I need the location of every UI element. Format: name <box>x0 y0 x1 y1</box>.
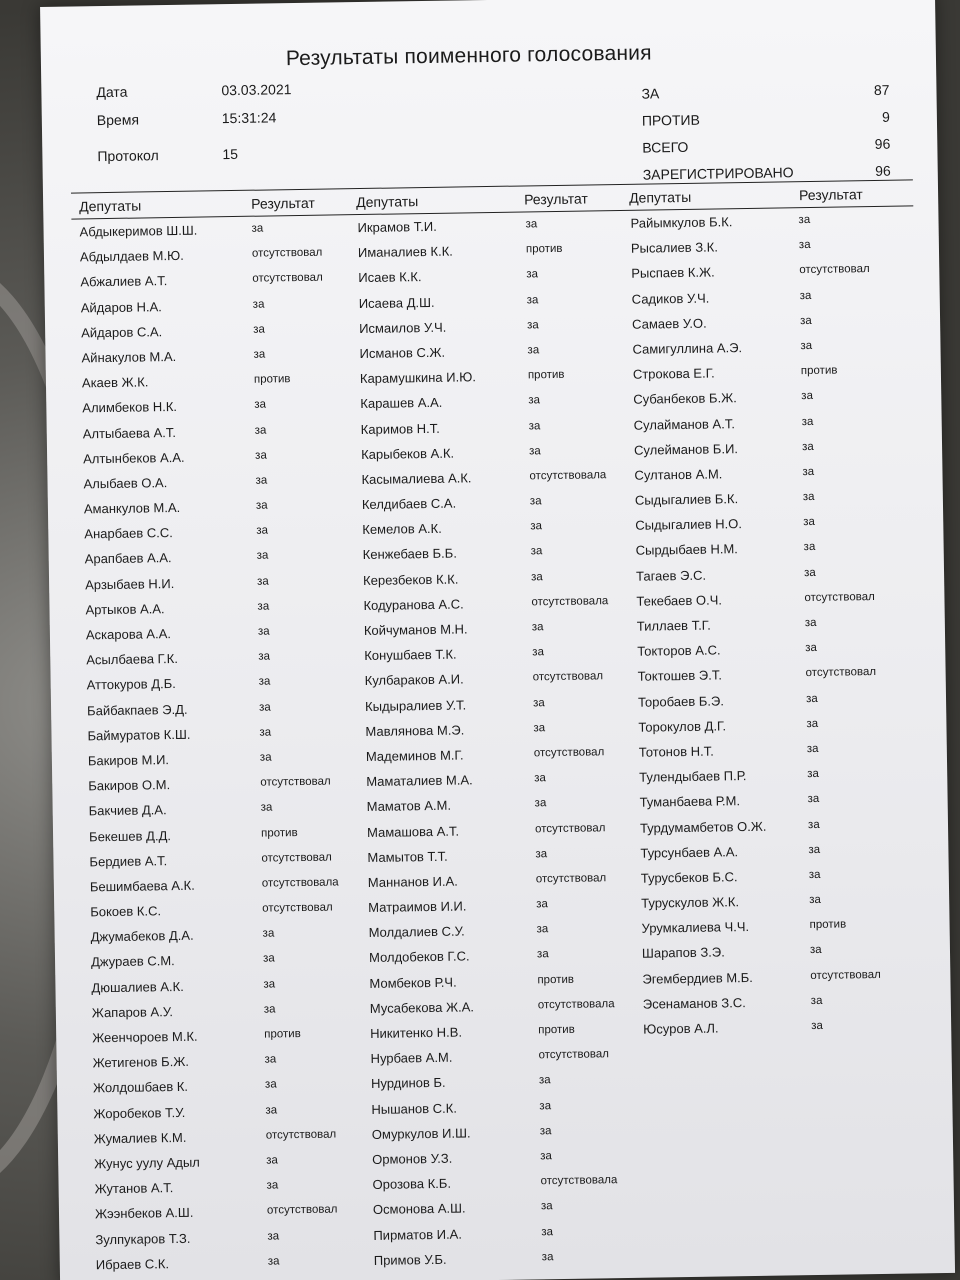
deputy-name: Шарапов З.Э. <box>641 944 725 962</box>
vote-result: отсутствовал <box>534 821 606 835</box>
document-title: Результаты поименного голосования <box>285 41 652 71</box>
deputy-name: Исмаилов У.Ч. <box>359 319 447 336</box>
vote-result: за <box>257 575 269 588</box>
vote-result: за <box>539 1124 552 1138</box>
col3-deputies-header: Депутаты <box>628 188 692 206</box>
vote-result: за <box>253 348 266 361</box>
total-all-row <box>642 135 891 156</box>
col1-deputies-header: Депутаты <box>79 197 142 215</box>
vote-result: за <box>805 692 818 705</box>
deputy-name: Мамашова А.Т. <box>366 823 460 840</box>
deputy-name: Строкова Е.Г. <box>632 365 715 382</box>
vote-result: отсутствовал <box>265 1128 337 1142</box>
vote-result: за <box>808 868 821 881</box>
vote-result: отсутствовал <box>810 968 881 982</box>
deputy-name: Нурдинов Б. <box>370 1075 446 1092</box>
deputy-name: Айдаров С.А. <box>81 323 163 341</box>
deputy-name: Керезбеков К.К. <box>362 571 459 588</box>
deputy-name: Акаев Ж.К. <box>81 374 149 391</box>
deputy-name: Аскарова А.А. <box>85 626 172 643</box>
deputy-name: Кулбараков А.И. <box>364 671 464 689</box>
vote-result: за <box>540 1200 553 1213</box>
column-3 <box>630 213 881 1047</box>
deputy-name: Тотонов Н.Т. <box>638 743 714 760</box>
deputy-name: Джумабеков Д.А. <box>90 927 194 945</box>
deputy-name: Жолдошбаев К. <box>92 1079 189 1096</box>
vote-result: отсутствовал <box>262 901 333 915</box>
vote-result: за <box>798 213 811 227</box>
vote-result: отсутствовал <box>535 872 607 886</box>
vote-result: за <box>263 978 276 991</box>
vote-result: за <box>267 1229 280 1243</box>
header-top-rule <box>71 179 913 193</box>
deputy-name: Мусабекова Ж.А. <box>369 999 475 1016</box>
deputy-name: Дюшалиев А.К. <box>91 978 184 995</box>
vote-result: за <box>530 570 543 584</box>
vote-result: за <box>252 298 265 311</box>
deputy-name: Жумалиев К.М. <box>93 1129 187 1147</box>
vote-result: за <box>531 621 544 634</box>
deputy-name: Султанов А.М. <box>634 466 723 483</box>
deputy-name: Жеенчороев М.К. <box>92 1028 198 1046</box>
vote-result: отсутствовал <box>538 1048 610 1062</box>
vote-result: за <box>254 424 267 437</box>
deputy-name: Артыков А.А. <box>85 600 165 618</box>
total-against-row <box>641 108 891 129</box>
deputy-name: Жетигенов Б.Ж. <box>92 1054 189 1071</box>
total-against-value: 9 <box>881 108 891 125</box>
deputy-name: Турсунбаев А.А. <box>640 843 739 861</box>
deputy-name: Ибраев С.К. <box>95 1255 170 1272</box>
deputy-name: Сыдыгалиев Н.О. <box>635 516 743 533</box>
vote-result: против <box>538 1023 575 1037</box>
deputy-name: Арзыбаев Н.И. <box>85 575 175 593</box>
deputy-name: Алимбеков Н.К. <box>82 399 178 416</box>
vote-result: отсутствовала <box>540 1174 618 1188</box>
deputy-name: Бердиев А.Т. <box>89 852 168 870</box>
deputy-name: Молдобеков Г.С. <box>368 948 470 966</box>
vote-result: за <box>255 499 268 512</box>
vote-result: за <box>799 314 812 327</box>
vote-result: против <box>264 1028 301 1041</box>
vote-result: за <box>806 717 819 730</box>
vote-result: за <box>264 1053 277 1066</box>
deputy-name: Маматов А.М. <box>366 797 452 815</box>
deputy-name: Зулпукаров Т.З. <box>95 1230 191 1247</box>
vote-result: за <box>801 390 814 403</box>
deputy-name: Тулендыбаев П.Р. <box>639 768 747 785</box>
deputy-name: Текебаев О.Ч. <box>636 592 723 609</box>
deputy-name: Жоробеков Т.У. <box>93 1104 186 1121</box>
deputy-name: Конушбаев Т.К. <box>364 646 457 664</box>
deputy-name: Эсенаманов З.С. <box>642 994 746 1012</box>
deputy-name: Алтыбаева А.Т. <box>82 424 177 441</box>
vote-result: за <box>807 793 820 806</box>
deputy-name: Торобаев Б.Э. <box>637 692 724 710</box>
vote-result: за <box>803 541 816 554</box>
deputy-name: Кенжебаев Б.Б. <box>362 545 457 563</box>
vote-result: за <box>266 1179 279 1192</box>
vote-result: за <box>255 474 268 487</box>
total-registered-label: ЗАРЕГИСТРИРОВАНО <box>642 164 794 183</box>
deputy-name: Токторов А.С. <box>637 642 721 659</box>
vote-result: за <box>251 222 264 235</box>
vote-result: отсутствовал <box>251 246 323 260</box>
vote-result: за <box>525 218 538 231</box>
deputy-name: Рыспаев К.Ж. <box>631 264 715 282</box>
deputy-name: Самигуллина А.Э. <box>632 339 743 357</box>
vote-result: за <box>528 394 541 407</box>
vote-result: за <box>808 843 821 856</box>
vote-result: за <box>264 1078 277 1092</box>
vote-result: за <box>810 994 823 1007</box>
vote-result: за <box>803 516 816 529</box>
vote-result: за <box>262 952 275 966</box>
vote-result: против <box>253 373 291 386</box>
vote-result: за <box>805 642 817 655</box>
vote-result: за <box>265 1104 278 1117</box>
vote-result: за <box>259 726 272 739</box>
vote-result: за <box>809 893 821 907</box>
vote-result: за <box>257 625 270 638</box>
vote-result: отсутствовала <box>531 594 609 609</box>
deputy-name: Сулайманов А.Т. <box>633 415 735 433</box>
deputy-name: Бокоев К.С. <box>90 903 162 920</box>
vote-result: против <box>527 368 565 382</box>
col2-result-header: Результат <box>524 190 588 208</box>
deputy-name: Иманалиев К.К. <box>357 243 453 261</box>
date-value: 03.03.2021 <box>221 81 292 99</box>
deputy-name: Турускулов Ж.К. <box>641 894 740 911</box>
deputy-name: Маннанов И.А. <box>367 873 458 890</box>
vote-result: за <box>254 398 267 412</box>
deputy-name: Алыбаев О.А. <box>83 474 168 492</box>
total-registered-row <box>642 162 891 183</box>
vote-result: за <box>260 801 273 814</box>
vote-result: за <box>539 1099 552 1112</box>
deputy-name: Кыдыралиев У.Т. <box>364 696 467 714</box>
col3-result-header: Результат <box>798 186 863 204</box>
deputy-name: Жутанов А.Т. <box>94 1180 174 1197</box>
protocol-label: Протокол <box>97 147 159 165</box>
vote-result: за <box>807 768 819 781</box>
deputy-name: Абдыкеримов Ш.Ш. <box>79 222 198 240</box>
deputy-name: Бакиров М.И. <box>87 752 170 769</box>
deputy-name: Орозова К.Б. <box>372 1175 452 1193</box>
vote-result: за <box>541 1250 554 1263</box>
vote-result: за <box>806 742 819 756</box>
deputy-name: Исаев К.К. <box>358 269 422 286</box>
vote-result: за <box>263 1003 276 1016</box>
deputy-name: Асылбаева Г.К. <box>86 651 178 668</box>
vote-result: отсутствовала <box>261 876 339 890</box>
deputy-name: Сыдыгалиев Б.К. <box>634 491 739 508</box>
deputy-name: Никитенко Н.В. <box>370 1024 463 1041</box>
vote-result: за <box>530 545 543 558</box>
vote-result: за <box>536 948 549 961</box>
vote-result: за <box>532 696 545 709</box>
vote-result: за <box>807 818 820 831</box>
paper-sheet <box>40 0 955 1280</box>
deputy-name: Бакчиев Д.А. <box>88 802 167 819</box>
deputy-name: Садиков У.Ч. <box>631 290 710 307</box>
vote-result: против <box>525 243 563 256</box>
deputy-name: Карамушкина И.Ю. <box>359 369 476 387</box>
deputy-name: Торокулов Д.Г. <box>638 718 727 735</box>
vote-result: за <box>262 927 275 940</box>
col2-deputies-header: Депутаты <box>356 193 419 211</box>
vote-result: за <box>802 465 815 478</box>
deputy-name: Субанбеков Б.Ж. <box>633 390 737 408</box>
deputy-name: Турусбеков Б.С. <box>640 869 738 886</box>
deputy-name: Бакиров О.М. <box>88 777 171 794</box>
deputy-name: Самаев У.О. <box>631 315 707 332</box>
deputy-name: Маматалиев М.А. <box>366 772 473 790</box>
deputy-name: Молдалиев С.У. <box>368 923 465 941</box>
vote-result: отсутствовал <box>260 775 331 789</box>
vote-result: за <box>533 721 546 735</box>
vote-result: за <box>255 449 267 462</box>
deputy-name: Касымалиева А.К. <box>361 470 472 487</box>
deputy-name: Урумкалиева Ч.Ч. <box>641 919 750 936</box>
vote-result: отсутствовала <box>529 469 607 483</box>
deputy-name: Айдаров Н.А. <box>80 298 162 315</box>
deputy-name: Омуркулов И.Ш. <box>371 1125 471 1142</box>
vote-result: за <box>540 1150 552 1163</box>
deputy-name: Эгембердиев М.Б. <box>642 969 753 987</box>
deputy-name: Осмонова А.Ш. <box>372 1200 466 1218</box>
vote-result: отсутствовал <box>533 746 605 760</box>
deputy-name: Ормонов У.З. <box>372 1150 453 1167</box>
date-label: Дата <box>96 83 128 101</box>
vote-result: отсутствовал <box>799 263 870 277</box>
deputy-name: Токтошев Э.Т. <box>637 667 723 685</box>
vote-result: за <box>526 268 539 281</box>
vote-result: отсутствовал <box>261 851 332 865</box>
vote-result: за <box>528 419 541 432</box>
deputy-name: Алтынбеков А.А. <box>83 449 185 467</box>
deputy-name: Бешимбаева А.К. <box>89 877 195 895</box>
deputy-name: Жапаров А.У. <box>91 1003 174 1021</box>
vote-result: за <box>527 318 539 332</box>
deputy-name: Аттокуров Д.Б. <box>86 676 176 693</box>
deputy-name: Туманбаева Р.М. <box>639 793 741 811</box>
deputy-name: Келдибаев С.А. <box>361 495 457 513</box>
deputy-name: Айнакулов М.А. <box>81 348 177 366</box>
deputy-name: Каримов Н.Т. <box>360 420 440 437</box>
vote-result: против <box>537 973 575 986</box>
deputy-name: Рысалиев З.К. <box>630 239 719 256</box>
vote-result: отсутствовал <box>805 666 877 680</box>
deputy-name: Мамытов Т.Т. <box>367 848 448 865</box>
total-for-row <box>641 81 890 102</box>
vote-result: за <box>538 1074 551 1087</box>
deputy-name: Сулейманов Б.И. <box>633 440 739 458</box>
deputy-name: Момбеков Р.Ч. <box>369 974 457 991</box>
deputy-name: Мавлянова М.Э. <box>365 722 465 739</box>
header-bottom-rule <box>71 205 913 219</box>
vote-result: за <box>259 751 272 764</box>
vote-result: за <box>532 646 545 659</box>
vote-result: за <box>526 293 539 306</box>
deputy-name: Тагаев Э.С. <box>635 567 707 584</box>
deputy-name: Пирматов И.А. <box>373 1226 463 1243</box>
deputy-name: Тиллаев Т.Г. <box>636 617 711 634</box>
time-value: 15:31:24 <box>221 109 277 127</box>
deputy-name: Арапбаев А.А. <box>84 550 172 567</box>
vote-result: за <box>798 239 811 252</box>
deputy-name: Нышанов С.К. <box>371 1100 458 1117</box>
column-1 <box>79 222 339 1280</box>
deputy-name: Карыбеков А.К. <box>361 445 455 462</box>
deputy-name: Райымкулов Б.К. <box>630 214 733 231</box>
vote-result: за <box>257 600 270 613</box>
vote-result: за <box>528 444 541 458</box>
vote-result: за <box>527 344 540 357</box>
deputy-name: Кодуранова А.С. <box>363 596 464 613</box>
deputy-name: Анарбаев С.С. <box>84 525 173 542</box>
vote-result: за <box>802 490 815 504</box>
column-2 <box>357 218 618 1278</box>
vote-result: за <box>534 797 547 810</box>
total-all-value: 96 <box>874 135 891 152</box>
total-for-value: 87 <box>873 81 890 98</box>
vote-result: за <box>267 1255 280 1268</box>
vote-result: за <box>258 650 271 663</box>
vote-result: за <box>541 1225 554 1238</box>
deputy-name: Исаева Д.Ш. <box>358 294 435 311</box>
vote-result: за <box>536 923 549 936</box>
vote-result: за <box>809 944 822 957</box>
vote-result: за <box>258 675 271 689</box>
deputy-name: Икрамов Т.И. <box>357 218 437 236</box>
vote-result: за <box>534 772 546 785</box>
vote-result: отсутствовал <box>532 670 604 684</box>
deputy-name: Джураев С.М. <box>90 953 175 970</box>
deputy-name: Баймуратов К.Ш. <box>87 726 191 744</box>
deputy-name: Кемелов А.К. <box>362 521 442 538</box>
vote-result: за <box>258 701 271 714</box>
vote-result: за <box>804 616 817 630</box>
total-registered-value: 96 <box>875 162 891 179</box>
deputy-name: Койчуманов М.Н. <box>363 621 468 639</box>
vote-result: за <box>266 1154 278 1167</box>
vote-result: за <box>801 440 814 453</box>
vote-result: за <box>529 495 542 508</box>
deputy-name: Матраимов И.И. <box>368 898 467 916</box>
deputy-name: Жээнбеков А.Ш. <box>94 1205 194 1222</box>
deputy-name: Байбакпаев Э.Д. <box>86 701 188 718</box>
deputy-name: Турдумамбетов О.Ж. <box>639 818 767 836</box>
vote-result: отсутствовал <box>804 590 875 604</box>
deputy-name: Бекешев Д.Д. <box>88 827 172 844</box>
deputy-name: Примов У.Б. <box>373 1251 447 1268</box>
deputy-name: Мадеминов М.Г. <box>365 747 464 764</box>
vote-result: за <box>256 524 269 537</box>
time-label: Время <box>96 111 140 129</box>
deputy-name: Аманкулов М.А. <box>83 499 181 517</box>
deputy-name: Абдылдаев М.Ю. <box>79 247 184 265</box>
vote-result: отсутствовал <box>252 271 323 286</box>
protocol-value: 15 <box>222 145 239 163</box>
deputy-name: Абжалиев А.Т. <box>80 273 168 290</box>
vote-result: за <box>253 323 265 336</box>
col1-result-header: Результат <box>251 194 315 212</box>
deputy-name: Исманов С.Ж. <box>359 344 446 361</box>
vote-result: за <box>803 566 816 579</box>
total-all-label: ВСЕГО <box>642 138 689 156</box>
vote-result: отсутствовала <box>537 997 615 1012</box>
vote-result: за <box>535 847 548 861</box>
total-against-label: ПРОТИВ <box>641 111 700 129</box>
vote-result: против <box>809 918 847 932</box>
vote-result: за <box>801 415 814 428</box>
vote-result: за <box>799 289 812 302</box>
vote-result: за <box>530 520 543 533</box>
deputy-name: Нурбаев А.М. <box>370 1049 453 1067</box>
vote-result: за <box>811 1019 823 1033</box>
vote-result: против <box>800 364 838 378</box>
vote-result: против <box>260 826 298 840</box>
deputy-name: Юсуров А.Л. <box>643 1020 719 1037</box>
vote-result: за <box>536 898 548 911</box>
vote-result: за <box>256 549 269 563</box>
vote-result: отсутствовал <box>266 1203 338 1217</box>
vote-result: за <box>800 339 813 353</box>
total-for-label: ЗА <box>641 85 660 102</box>
deputy-name: Жунус уулу Адыл <box>94 1154 200 1172</box>
deputy-name: Сырдыбаев Н.М. <box>635 541 738 559</box>
deputy-name: Карашев А.А. <box>360 395 443 412</box>
